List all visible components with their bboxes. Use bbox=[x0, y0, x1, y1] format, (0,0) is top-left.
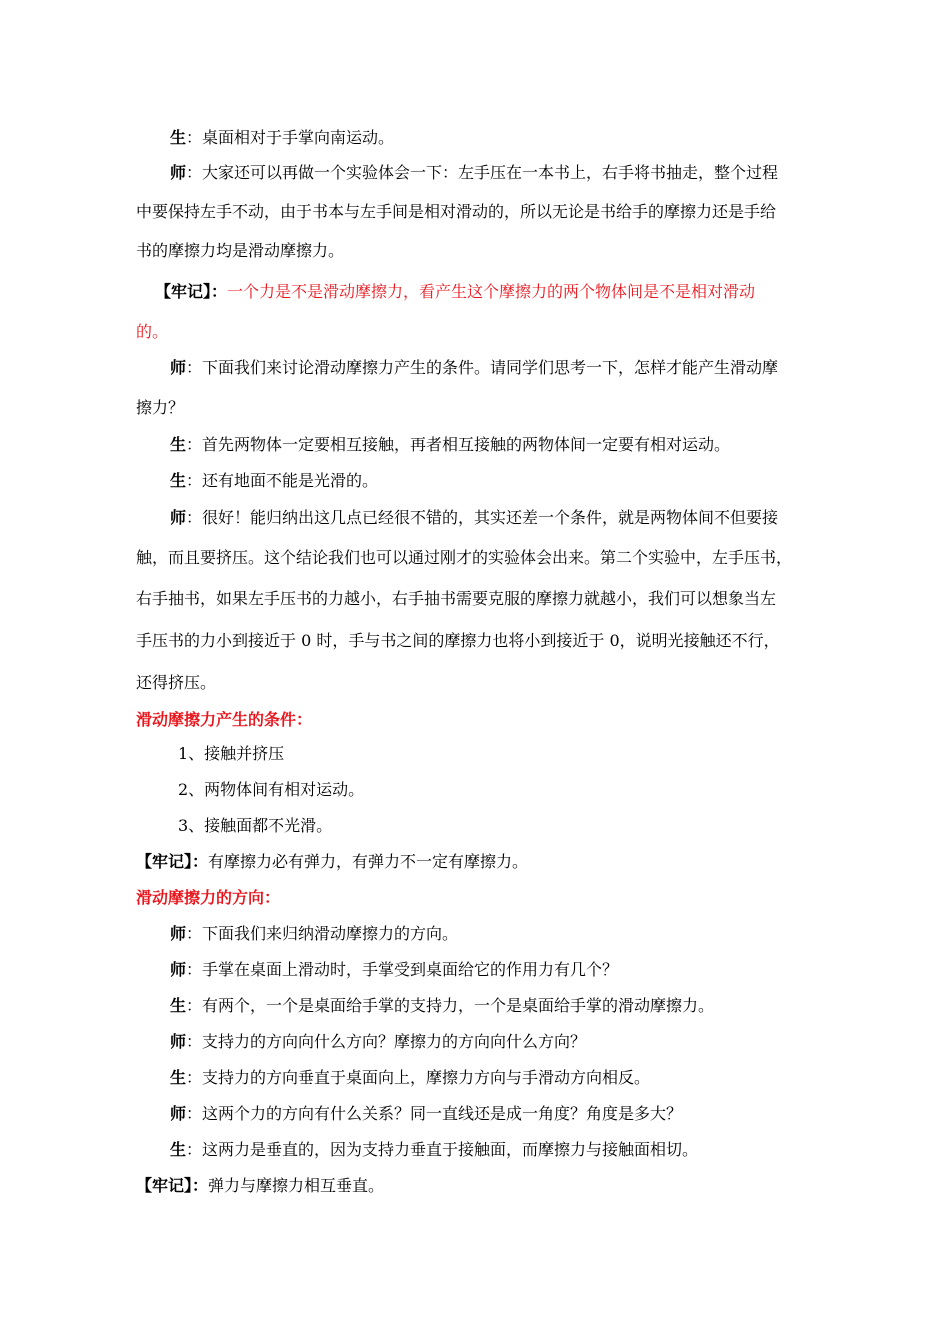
dialogue-text: 有两个，一个是桌面给手掌的支持力，一个是桌面给手掌的滑动摩擦力。 bbox=[202, 996, 715, 1015]
dialogue-line bbox=[170, 163, 826, 183]
speaker-label: 生 bbox=[170, 1068, 187, 1087]
dialogue-line bbox=[170, 435, 860, 455]
dialogue-line bbox=[170, 996, 860, 1016]
dialogue-text: 桌面相对于手掌向南运动。 bbox=[202, 128, 395, 147]
separator: ： bbox=[186, 163, 203, 182]
speaker-label: 师 bbox=[170, 163, 187, 182]
speaker-label: 生 bbox=[170, 996, 187, 1015]
speaker-label: 师 bbox=[170, 1104, 187, 1123]
condition-item: 3、接触面都不光滑。 bbox=[178, 816, 333, 835]
note-line bbox=[136, 852, 826, 872]
dialogue-text: 支持力的方向向什么方向？摩擦力的方向向什么方向？ bbox=[202, 1032, 587, 1051]
dialogue-continuation: 中要保持左手不动，由于书本与左手间是相对滑动的，所以无论是书给手的摩擦力还是手给 bbox=[136, 202, 777, 221]
note-text: 一个力是不是滑动摩擦力，看产生这个摩擦力的两个物体间是不是相对滑动 bbox=[227, 282, 756, 301]
dialogue-text: 下面我们来讨论滑动摩擦力产生的条件。请同学们思考一下，怎样才能产生滑动摩 bbox=[202, 358, 779, 377]
section-heading: 滑动摩擦力的方向： bbox=[136, 888, 281, 907]
dialogue-line bbox=[170, 1068, 860, 1088]
separator: ： bbox=[192, 852, 209, 871]
separator: ： bbox=[186, 508, 203, 527]
speaker-label: 生 bbox=[170, 435, 187, 454]
note-line bbox=[136, 1176, 826, 1196]
speaker-label: 师 bbox=[170, 358, 187, 377]
dialogue-line bbox=[170, 1032, 860, 1052]
dialogue-text: 首先两物体一定要相互接触，再者相互接触的两物体间一定要有相对运动。 bbox=[202, 435, 731, 454]
note-tag: 【牢记】 bbox=[155, 282, 212, 301]
dialogue-line bbox=[170, 1104, 860, 1124]
dialogue-text: 手掌在桌面上滑动时，手掌受到桌面给它的作用力有几个？ bbox=[202, 960, 619, 979]
dialogue-line bbox=[170, 924, 860, 944]
dialogue-text: 这两个力的方向有什么关系？同一直线还是成一角度？角度是多大？ bbox=[202, 1104, 683, 1123]
note-continuation: 的。 bbox=[136, 322, 169, 341]
speaker-label: 师 bbox=[170, 960, 187, 979]
dialogue-text: 这两力是垂直的，因为支持力垂直于接触面，而摩擦力与接触面相切。 bbox=[202, 1140, 699, 1159]
dialogue-continuation: 书的摩擦力均是滑动摩擦力。 bbox=[136, 241, 345, 260]
section-heading: 滑动摩擦力产生的条件： bbox=[136, 710, 313, 729]
speaker-label: 师 bbox=[170, 1032, 187, 1051]
dialogue-text: 很好！能归纳出这几点已经很不错的，其实还差一个条件，就是两物体间不但要接 bbox=[202, 508, 779, 527]
note-tag: 【牢记】 bbox=[136, 1176, 193, 1195]
separator: ： bbox=[186, 924, 203, 943]
speaker-label: 师 bbox=[170, 924, 187, 943]
dialogue-text: 大家还可以再做一个实验体会一下：左手压在一本书上，右手将书抽走，整个过程 bbox=[202, 163, 779, 182]
separator: ： bbox=[186, 128, 203, 147]
separator: ： bbox=[186, 1032, 203, 1051]
dialogue-continuation: 右手抽书，如果左手压书的力越小，右手抽书需要克服的摩擦力就越小，我们可以想象当左 bbox=[136, 589, 777, 608]
dialogue-continuation: 触，而且要挤压。这个结论我们也可以通过刚才的实验体会出来。第二个实验中，左手压书， bbox=[136, 548, 793, 567]
dialogue-continuation: 擦力？ bbox=[136, 398, 185, 417]
note-text: 有摩擦力必有弹力，有弹力不一定有摩擦力。 bbox=[208, 852, 529, 871]
dialogue-line bbox=[170, 508, 826, 528]
separator: ： bbox=[186, 1068, 203, 1087]
separator: ： bbox=[186, 1140, 203, 1159]
separator: ： bbox=[192, 1176, 209, 1195]
speaker-label: 生 bbox=[170, 128, 187, 147]
speaker-label: 生 bbox=[170, 471, 187, 490]
dialogue-line bbox=[170, 960, 860, 980]
dialogue-text: 支持力的方向垂直于桌面向上，摩擦力方向与手滑动方向相反。 bbox=[202, 1068, 651, 1087]
condition-item: 2、两物体间有相对运动。 bbox=[178, 780, 365, 799]
note-line bbox=[155, 282, 845, 302]
speaker-label: 师 bbox=[170, 508, 187, 527]
dialogue-text: 还有地面不能是光滑的。 bbox=[202, 471, 379, 490]
dialogue-line bbox=[170, 128, 860, 148]
dialogue-text: 下面我们来归纳滑动摩擦力的方向。 bbox=[202, 924, 459, 943]
separator: ： bbox=[186, 358, 203, 377]
separator: ： bbox=[211, 282, 228, 301]
dialogue-continuation: 还得挤压。 bbox=[136, 673, 217, 692]
dialogue-continuation: 手压书的力小到接近于 0 时，手与书之间的摩擦力也将小到接近于 0，说明光接触还不行， bbox=[136, 631, 780, 650]
note-tag: 【牢记】 bbox=[136, 852, 193, 871]
separator: ： bbox=[186, 1104, 203, 1123]
separator: ： bbox=[186, 996, 203, 1015]
condition-item: 1、接触并挤压 bbox=[178, 744, 285, 763]
dialogue-line bbox=[170, 471, 860, 491]
dialogue-line bbox=[170, 1140, 860, 1160]
separator: ： bbox=[186, 960, 203, 979]
speaker-label: 生 bbox=[170, 1140, 187, 1159]
separator: ： bbox=[186, 471, 203, 490]
separator: ： bbox=[186, 435, 203, 454]
dialogue-line bbox=[170, 358, 860, 378]
note-text: 弹力与摩擦力相互垂直。 bbox=[208, 1176, 385, 1195]
